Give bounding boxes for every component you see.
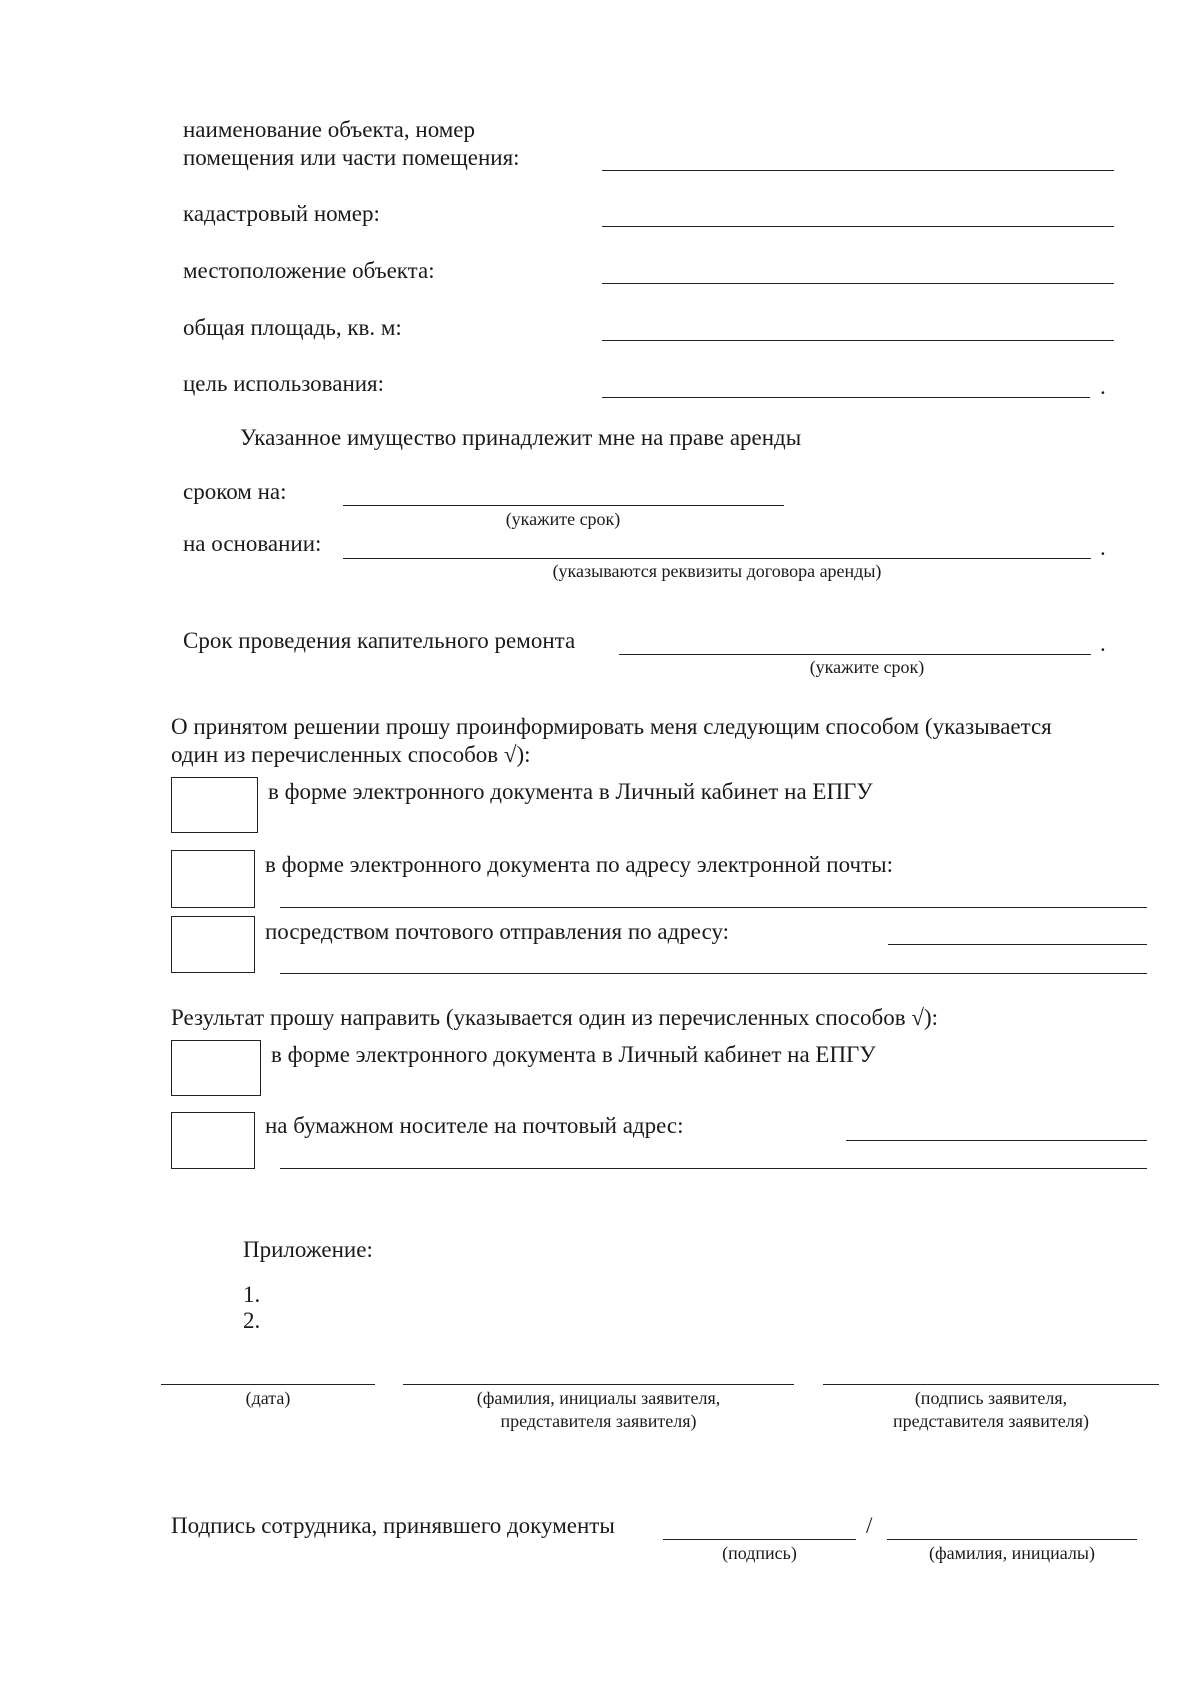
notify-email-label: в форме электронного документа по адресу электронной почты:: [265, 852, 893, 877]
purpose-label: цель использования:: [183, 371, 385, 396]
notify-email-checkbox[interactable]: [171, 850, 255, 908]
notify-post-address-field[interactable]: [888, 944, 1147, 945]
lease-basis-field[interactable]: [343, 558, 1091, 559]
area-field[interactable]: [602, 340, 1114, 341]
purpose-field[interactable]: [602, 397, 1090, 398]
attachments-title: Приложение:: [243, 1237, 373, 1262]
applicant-name-field[interactable]: [403, 1384, 794, 1385]
notify-epgu-checkbox[interactable]: [171, 777, 258, 833]
employee-name-field[interactable]: [887, 1539, 1137, 1540]
notify-intro-line2: один из перечисленных способов √):: [171, 742, 531, 767]
repair-period: .: [1100, 631, 1106, 656]
lease-basis-hint: (указываются реквизиты договора аренды): [552, 561, 882, 581]
result-paper-address-field-2[interactable]: [280, 1168, 1147, 1169]
result-epgu-label: в форме электронного документа в Личный кабинет на ЕПГУ: [271, 1042, 876, 1067]
date-hint: (дата): [245, 1388, 291, 1408]
applicant-signature-field[interactable]: [823, 1384, 1159, 1385]
employee-signature-hint: (подпись): [722, 1543, 797, 1563]
employee-slash: /: [866, 1513, 873, 1538]
location-field[interactable]: [602, 283, 1114, 284]
applicant-name-hint-line1: (фамилия, инициалы заявителя,: [476, 1388, 721, 1408]
applicant-signature-hint-line1: (подпись заявителя,: [914, 1388, 1068, 1408]
applicant-name-hint-line2: представителя заявителя): [500, 1411, 697, 1431]
notify-intro-line1: О принятом решении прошу проинформировать меня следующим способом (указывается: [171, 714, 1052, 739]
employee-name-hint: (фамилия, инициалы): [929, 1543, 1095, 1563]
notify-post-checkbox[interactable]: [171, 916, 255, 973]
area-label: общая площадь, кв. м:: [183, 315, 402, 340]
notify-post-address-field-2[interactable]: [280, 973, 1147, 974]
result-paper-label: на бумажном носителе на почтовый адрес:: [265, 1113, 684, 1138]
applicant-signature-hint-line2: представителя заявителя): [893, 1411, 1089, 1431]
object-name-label-line2: помещения или части помещения:: [183, 145, 520, 170]
location-label: местоположение объекта:: [183, 258, 435, 283]
lease-basis-period: .: [1100, 535, 1106, 560]
lease-statement: Указанное имущество принадлежит мне на праве аренды: [240, 425, 802, 450]
employee-signature-field[interactable]: [663, 1539, 856, 1540]
attachment-item-1: 1.: [243, 1282, 261, 1307]
repair-field[interactable]: [619, 654, 1091, 655]
cadastral-label: кадастровый номер:: [183, 201, 380, 226]
result-intro: Результат прошу направить (указывается один из перечисленных способов √):: [171, 1005, 939, 1030]
purpose-period: .: [1100, 374, 1106, 399]
repair-hint: (укажите срок): [809, 657, 925, 677]
result-paper-address-field[interactable]: [846, 1140, 1147, 1141]
object-name-label-line1: наименование объекта, номер: [183, 117, 476, 142]
repair-label: Срок проведения капительного ремонта: [183, 628, 576, 653]
notify-post-label: посредством почтового отправления по адресу:: [265, 919, 730, 944]
lease-basis-label: на основании:: [183, 531, 322, 556]
result-paper-checkbox[interactable]: [171, 1112, 255, 1169]
object-name-field[interactable]: [602, 170, 1114, 171]
result-epgu-checkbox[interactable]: [171, 1040, 261, 1096]
notify-epgu-label: в форме электронного документа в Личный кабинет на ЕПГУ: [268, 779, 873, 804]
lease-term-field[interactable]: [343, 505, 784, 506]
date-field[interactable]: [161, 1384, 375, 1385]
notify-email-field[interactable]: [280, 907, 1147, 908]
lease-term-hint: (укажите срок): [505, 509, 621, 529]
employee-signature-label: Подпись сотрудника, принявшего документы: [171, 1513, 615, 1538]
lease-term-label: сроком на:: [183, 479, 287, 504]
cadastral-field[interactable]: [602, 226, 1114, 227]
attachment-item-2: 2.: [243, 1308, 261, 1333]
